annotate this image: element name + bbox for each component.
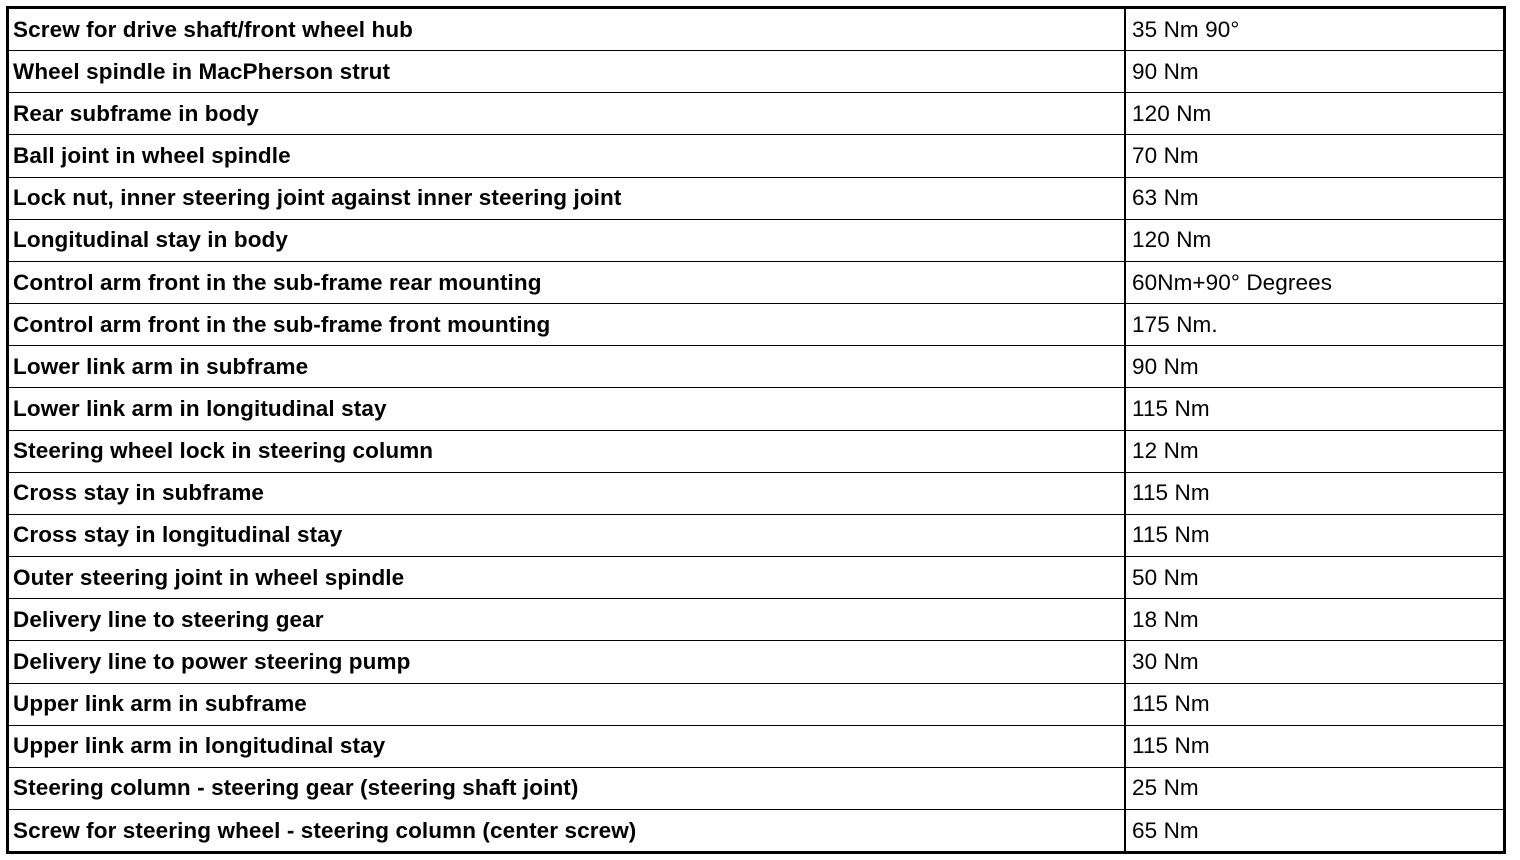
torque-cell: 18 Nm [1132, 606, 1199, 632]
torque-specification-table [6, 6, 1506, 854]
table-row [9, 768, 1503, 810]
torque-cell: 90 Nm [1132, 58, 1199, 84]
table-row [9, 557, 1503, 599]
torque-cell: 12 Nm [1132, 438, 1199, 464]
table-row [9, 726, 1503, 768]
table-row [9, 135, 1503, 177]
component-cell: Delivery line to power steering pump [9, 641, 1126, 682]
component-cell: Steering column - steering gear (steering shaft joint) [9, 768, 1126, 809]
torque-cell: 35 Nm 90° [1132, 16, 1240, 42]
table-row [9, 431, 1503, 473]
table-row [9, 178, 1503, 220]
component-cell: Lower link arm in longitudinal stay [9, 388, 1126, 429]
component-cell: Upper link arm in subframe [9, 684, 1126, 725]
torque-cell: 65 Nm [1132, 817, 1199, 843]
component-cell: Control arm front in the sub-frame front mounting [9, 304, 1126, 345]
torque-cell: 120 Nm [1132, 227, 1212, 253]
component-cell: Control arm front in the sub-frame rear mounting [9, 262, 1126, 303]
component-cell: Steering wheel lock in steering column [9, 431, 1126, 472]
table-row [9, 641, 1503, 683]
component-cell: Lock nut, inner steering joint against inner steering joint [9, 178, 1126, 219]
torque-cell: 120 Nm [1132, 100, 1212, 126]
component-cell: Cross stay in subframe [9, 473, 1126, 514]
component-cell: Screw for drive shaft/front wheel hub [9, 9, 1126, 50]
component-cell: Longitudinal stay in body [9, 220, 1126, 261]
component-cell: Wheel spindle in MacPherson strut [9, 51, 1126, 92]
torque-cell: 115 Nm [1132, 691, 1210, 717]
component-cell: Cross stay in longitudinal stay [9, 515, 1126, 556]
table-row [9, 515, 1503, 557]
torque-cell: 115 Nm [1132, 480, 1210, 506]
table-row [9, 388, 1503, 430]
table-row [9, 51, 1503, 93]
table-row [9, 473, 1503, 515]
torque-cell: 115 Nm [1132, 733, 1210, 759]
torque-cell: 30 Nm [1132, 648, 1199, 674]
torque-cell: 63 Nm [1132, 185, 1199, 211]
table-row [9, 304, 1503, 346]
torque-cell: 50 Nm [1132, 564, 1199, 590]
torque-cell: 25 Nm [1132, 775, 1199, 801]
table-row [9, 346, 1503, 388]
component-cell: Upper link arm in longitudinal stay [9, 726, 1126, 767]
table-row [9, 9, 1503, 51]
table-row [9, 810, 1503, 851]
component-cell: Delivery line to steering gear [9, 599, 1126, 640]
component-cell: Rear subframe in body [9, 93, 1126, 134]
torque-cell: 60Nm+90° Degrees [1132, 269, 1333, 295]
table-row [9, 262, 1503, 304]
torque-cell: 175 Nm. [1132, 311, 1218, 337]
component-cell: Outer steering joint in wheel spindle [9, 557, 1126, 598]
torque-cell: 90 Nm [1132, 353, 1199, 379]
table-row [9, 599, 1503, 641]
table-row [9, 220, 1503, 262]
component-cell: Lower link arm in subframe [9, 346, 1126, 387]
torque-cell: 115 Nm [1132, 395, 1210, 421]
torque-cell: 70 Nm [1132, 143, 1199, 169]
component-cell: Screw for steering wheel - steering column (center screw) [9, 810, 1126, 851]
table-row [9, 684, 1503, 726]
table-row [9, 93, 1503, 135]
component-cell: Ball joint in wheel spindle [9, 135, 1126, 176]
torque-cell: 115 Nm [1132, 522, 1210, 548]
